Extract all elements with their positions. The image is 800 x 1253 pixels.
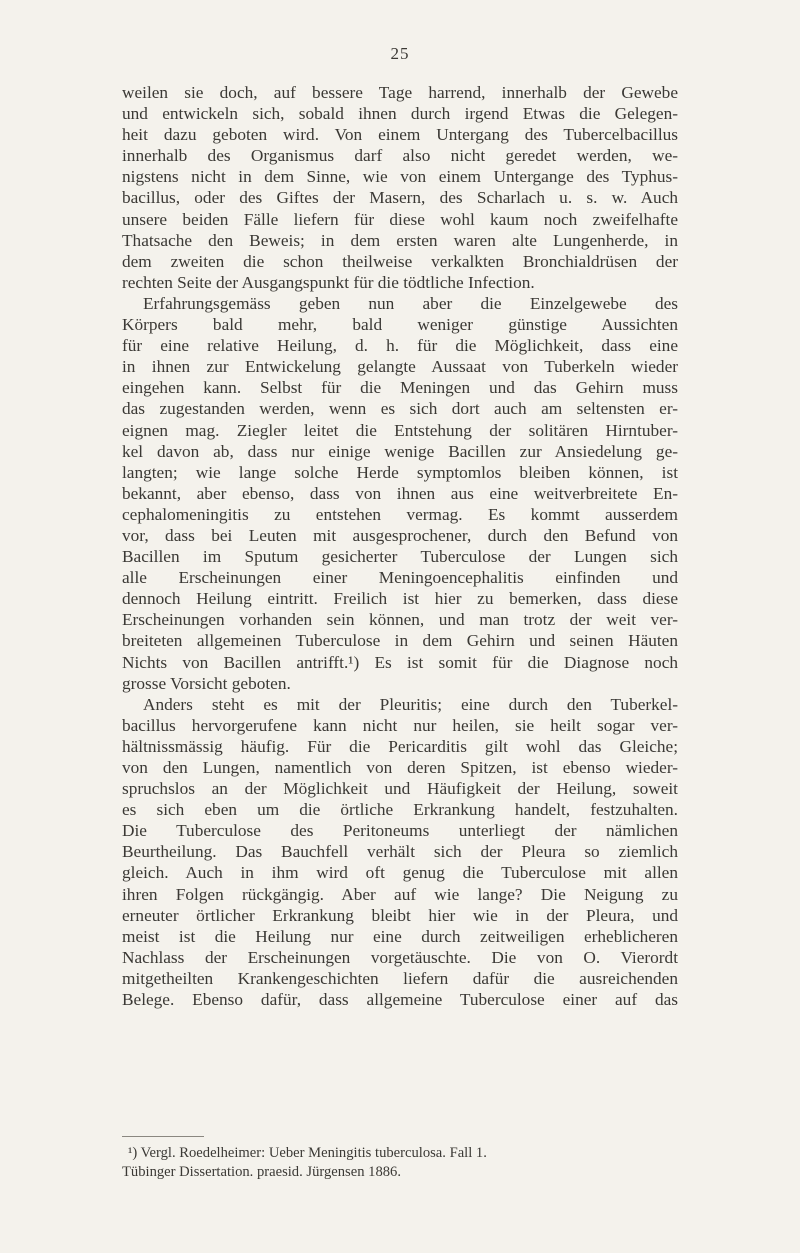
text-line: kel davon ab, dass nur einige wenige Bacillen zur Ansiedelung ge- <box>122 441 678 461</box>
text-line: unsere beiden Fälle liefern für diese wohl kaum noch zweifelhafte <box>122 209 678 229</box>
text-line: bacillus, oder des Giftes der Masern, des Scharlach u. s. w. Auch <box>122 188 678 208</box>
footnote-divider <box>122 1136 204 1137</box>
text-line: spruchslos an der Möglichkeit und Häufigkeit der Heilung, soweit <box>122 779 678 799</box>
text-line: innerhalb des Organismus darf also nicht geredet werden, we- <box>122 146 678 166</box>
text-line: eignen mag. Ziegler leitet die Entstehung der solitären Hirntuber- <box>122 420 678 440</box>
text-line: breiteten allgemeinen Tuberculose in dem Gehirn und seinen Häuten <box>122 631 678 651</box>
text-line: heit dazu geboten wird. Von einem Untergang des Tubercelbacillus <box>122 125 678 145</box>
text-line: Erfahrungsgemäss geben nun aber die Einzelgewebe des <box>143 293 678 313</box>
text-line: rechten Seite der Ausgangspunkt für die tödtliche Infection. <box>122 272 535 292</box>
text-line: gleich. Auch in ihm wird oft genug die Tuberculose mit allen <box>122 863 678 883</box>
footnote-line: ¹) Vergl. Roedelheimer: Ueber Meningitis tuberculosa. Fall 1. <box>128 1145 487 1161</box>
text-line: Die Tuberculose des Peritoneums unterliegt der nämlichen <box>122 821 678 841</box>
text-line: ihren Folgen rückgängig. Aber auf wie lange? Die Neigung zu <box>122 884 678 904</box>
text-line: dem zweiten die schon theilweise verkalkten Bronchialdrüsen der <box>122 251 678 271</box>
text-line: das zugestanden werden, wenn es sich dort auch am seltensten er- <box>122 399 678 419</box>
text-line: in ihnen zur Entwickelung gelangte Aussaat von Tuberkeln wieder <box>122 357 678 377</box>
paragraph-2 <box>122 293 678 694</box>
text-line: für eine relative Heilung, d. h. für die Möglichkeit, dass eine <box>122 336 678 356</box>
text-line: dennoch Heilung eintritt. Freilich ist hier zu bemerken, dass diese <box>122 589 678 609</box>
text-line: Thatsache den Beweis; in dem ersten waren alte Lungenherde, in <box>122 230 678 250</box>
text-line: Belege. Ebenso dafür, dass allgemeine Tuberculose einer auf das <box>122 990 678 1010</box>
text-line: und entwickeln sich, sobald ihnen durch irgend Etwas die Gelegen- <box>122 104 678 124</box>
footnote-line: Tübinger Dissertation. praesid. Jürgensen 1886. <box>122 1163 401 1180</box>
text-line: weilen sie doch, auf bessere Tage harrend, innerhalb der Gewebe <box>122 83 678 102</box>
footnote <box>122 1144 678 1181</box>
body-text <box>122 82 678 1010</box>
text-line: alle Erscheinungen einer Meningoencephalitis einfinden und <box>122 568 678 588</box>
text-line: meist ist die Heilung nur eine durch zeitweiligen erheblicheren <box>122 926 678 946</box>
text-line: Bacillen im Sputum gesicherter Tuberculose der Lungen sich <box>122 547 678 567</box>
text-line: von den Lungen, namentlich von deren Spitzen, ist ebenso wieder- <box>122 758 678 777</box>
text-line: Körpers bald mehr, bald weniger günstige Aussichten <box>122 315 678 335</box>
text-line: es sich eben um die örtliche Erkrankung handelt, festzuhalten. <box>122 800 678 820</box>
text-line: hältnissmässig häufig. Für die Pericarditis gilt wohl das Gleiche; <box>122 736 678 756</box>
text-line: eingehen kann. Selbst für die Meningen und das Gehirn muss <box>122 378 678 398</box>
text-line: bacillus hervorgerufene kann nicht nur heilen, sie heilt sogar ver- <box>122 715 678 735</box>
text-line: Beurtheilung. Das Bauchfell verhält sich der Pleura so ziemlich <box>122 842 678 862</box>
text-line: Erscheinungen vorhanden sein können, und man trotz der weit ver- <box>122 610 678 630</box>
text-line: bekannt, aber ebenso, dass von ihnen aus eine weitverbreitete En- <box>122 483 678 503</box>
text-line: Nachlass der Erscheinungen vorgetäuschte. Die von O. Vierordt <box>122 947 678 967</box>
text-line: mitgetheilten Krankengeschichten liefern dafür die ausreichenden <box>122 968 678 988</box>
page-number: 25 <box>390 44 410 63</box>
text-line: langten; wie lange solche Herde symptomlos bleiben können, ist <box>122 462 678 482</box>
text-line: erneuter örtlicher Erkrankung bleibt hier wie in der Pleura, und <box>122 905 678 925</box>
text-line: grosse Vorsicht geboten. <box>122 673 291 693</box>
paragraph-1 <box>122 82 678 293</box>
text-line: nigstens nicht in dem Sinne, wie von einem Untergange des Typhus- <box>122 167 678 187</box>
paragraph-3 <box>122 694 678 1010</box>
text-line: vor, dass bei Leuten mit ausgesprochener, durch den Befund von <box>122 525 678 545</box>
text-line: Anders steht es mit der Pleuritis; eine durch den Tuberkel- <box>143 694 678 714</box>
text-line: Nichts von Bacillen antrifft.¹) Es ist somit für die Diagnose noch <box>122 652 678 672</box>
text-line: cephalomeningitis zu entstehen vermag. Es kommt ausserdem <box>122 504 678 524</box>
